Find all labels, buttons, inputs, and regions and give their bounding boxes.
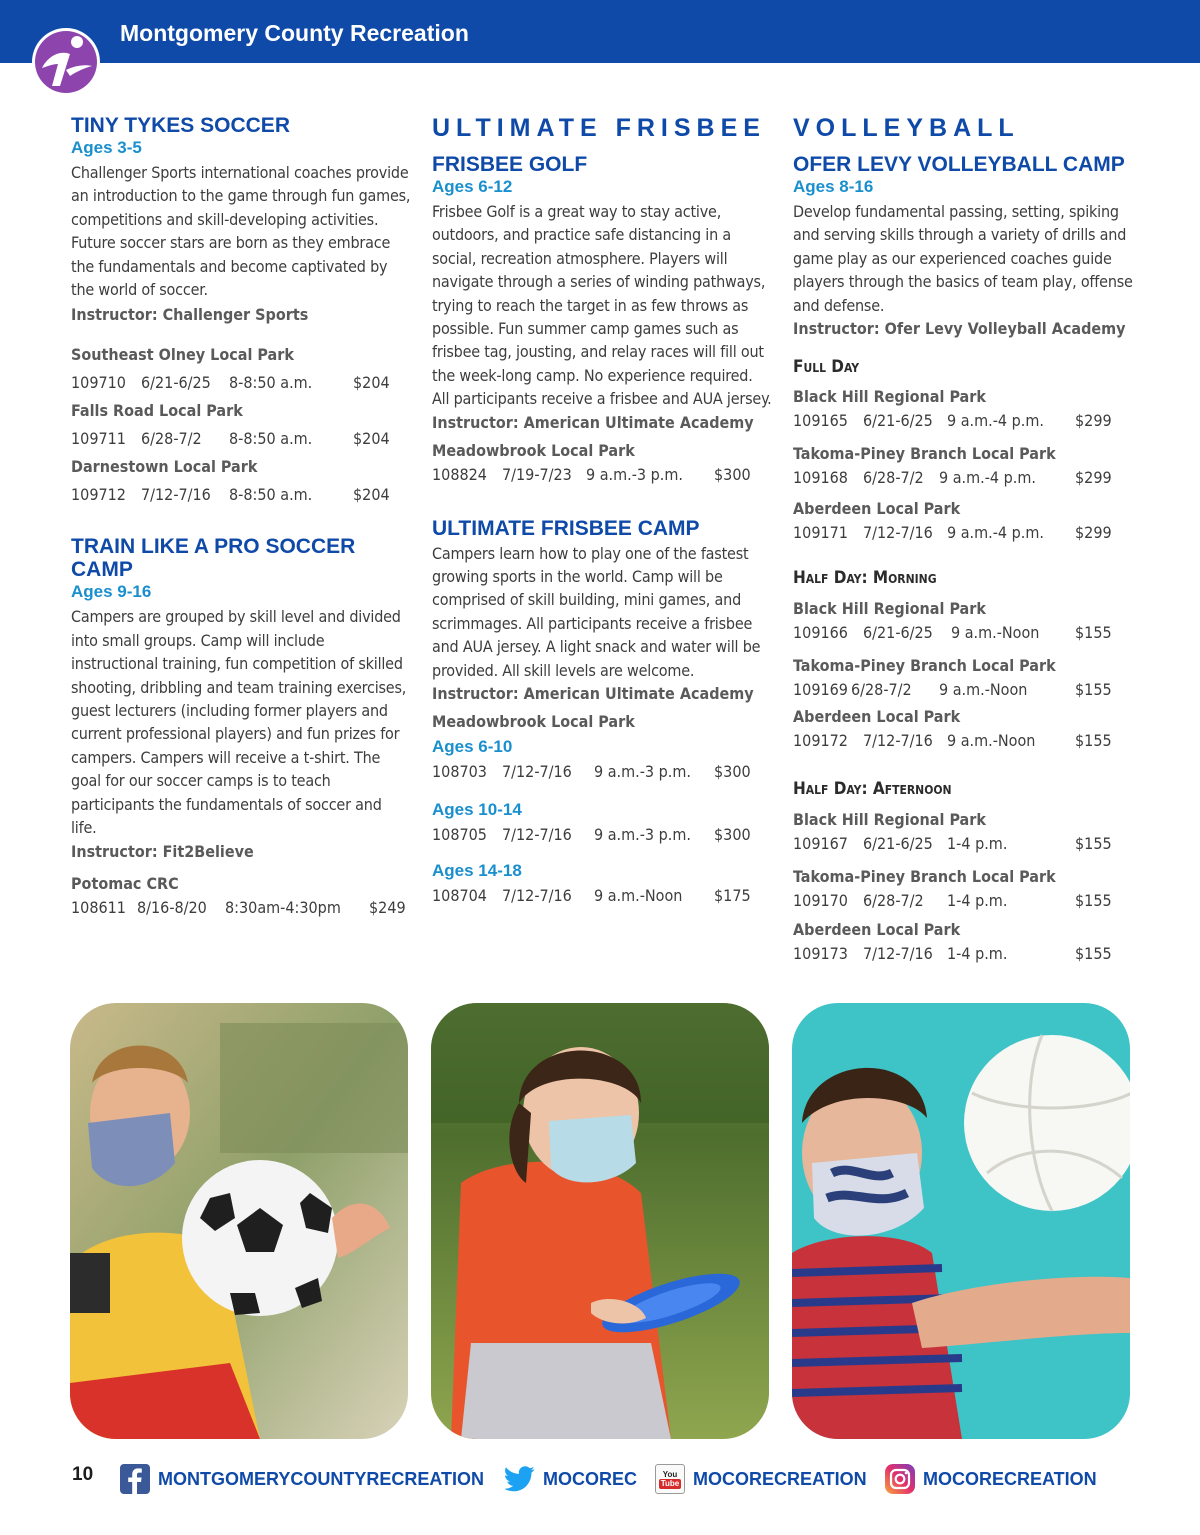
header-bar <box>0 0 1200 63</box>
program-description: Challenger Sports international coaches provide an introduction to the game through fun games, competitions and skill-developing activities. Future soccer stars are born as they embrace the fundamentals and become captivated by the world of soccer. <box>71 163 411 300</box>
session-dates: 6/21-6/25 <box>141 373 211 393</box>
program-instructor: Instructor: American Ultimate Academy <box>432 684 754 704</box>
session-dates: 7/12-7/16 <box>141 485 211 505</box>
age-group: Ages 6-10 <box>432 737 513 757</box>
session-dates: 6/28-7/2 <box>141 429 202 449</box>
location-name: Takoma-Piney Branch Local Park <box>793 656 1056 676</box>
program-ages: Ages 9-16 <box>71 582 152 602</box>
location-name: Potomac CRC <box>71 873 179 893</box>
program-description: Campers are grouped by skill level and divided into small groups. Camp will include instructional training, fun competition of skilled shooting, dribbling and team training exercises, guest lecturers (including former players and current professional players) and fun prizes for campers. Campers will receive a t-shirt. The goal for our soccer camps is to teach participants the fundamentals of soccer and life. <box>71 607 407 838</box>
location-name: Black Hill Regional Park <box>793 599 986 619</box>
activity-number: 109166 <box>793 623 848 643</box>
session-price: $175 <box>714 886 751 906</box>
session-row <box>793 889 1133 913</box>
session-time: 1-4 p.m. <box>947 834 1008 854</box>
program-instructor: Instructor: Ofer Levy Volleyball Academy <box>793 319 1126 339</box>
location-name: Takoma-Piney Branch Local Park <box>793 867 1056 887</box>
location-name: Falls Road Local Park <box>71 401 243 421</box>
session-time: 8-8:50 a.m. <box>229 373 313 393</box>
activity-number: 109170 <box>793 891 848 911</box>
instagram-handle: MOCORECREATION <box>923 1468 1097 1489</box>
program-title: ULTIMATE FRISBEE CAMP <box>432 516 700 540</box>
session-row <box>793 621 1133 645</box>
session-row <box>793 678 1133 702</box>
session-price: $155 <box>1075 834 1112 854</box>
session-row <box>432 884 772 908</box>
session-price: $155 <box>1075 623 1112 643</box>
location-name: Aberdeen Local Park <box>793 920 961 940</box>
youtube-icon <box>655 1464 685 1494</box>
program-ages: Ages 8-16 <box>793 177 874 196</box>
session-row <box>71 427 411 451</box>
program-ages: Ages 6-12 <box>432 177 513 196</box>
session-row <box>793 942 1133 966</box>
session-time: 9 a.m.-Noon <box>947 731 1036 751</box>
session-time: 8:30am-4:30pm <box>225 897 341 917</box>
session-row <box>432 823 772 847</box>
footer <box>0 1462 1200 1502</box>
session-time: 9 a.m.-3 p.m. <box>586 464 683 484</box>
activity-number: 109710 <box>71 373 126 393</box>
facebook-icon <box>120 1464 150 1494</box>
location-name: Takoma-Piney Branch Local Park <box>793 444 1056 464</box>
photo-boy-soccer-ball <box>70 1003 408 1439</box>
session-row <box>432 760 772 784</box>
session-row <box>71 896 411 920</box>
location-name: Black Hill Regional Park <box>793 810 986 830</box>
column-volleyball <box>793 112 1133 966</box>
column-soccer <box>71 112 411 920</box>
location-name: Meadowbrook Local Park <box>432 712 635 732</box>
session-dates: 6/28-7/2 <box>863 891 924 911</box>
age-group: Ages 10-14 <box>432 800 522 820</box>
column-ultimate-frisbee <box>432 112 772 908</box>
schedule-heading-half-day-morning: Half Day: Morning <box>793 568 937 589</box>
session-price: $204 <box>353 485 390 505</box>
session-dates: 6/28-7/2 <box>863 468 924 488</box>
session-row <box>432 463 772 487</box>
location-name: Aberdeen Local Park <box>793 499 961 519</box>
session-price: $155 <box>1075 944 1112 964</box>
session-time: 9 a.m.-4 p.m. <box>939 468 1036 488</box>
activity-number: 109171 <box>793 523 848 543</box>
session-price: $300 <box>714 825 751 845</box>
program-instructor: Instructor: Challenger Sports <box>71 305 309 325</box>
session-price: $204 <box>353 429 390 449</box>
header-title: Montgomery County Recreation <box>120 20 469 46</box>
session-dates: 6/21-6/25 <box>863 623 933 643</box>
session-row <box>793 409 1133 433</box>
activity-number: 109173 <box>793 944 848 964</box>
session-time: 9 a.m.-4 p.m. <box>947 523 1044 543</box>
session-row <box>71 371 411 395</box>
program-instructor: Instructor: American Ultimate Academy <box>432 412 754 432</box>
session-price: $155 <box>1075 731 1112 751</box>
youtube-icon-text-top: You <box>662 1469 678 1479</box>
session-price: $155 <box>1075 680 1112 700</box>
session-time: 1-4 p.m. <box>947 944 1008 964</box>
session-row <box>71 483 411 507</box>
session-time: 9 a.m.-Noon <box>939 680 1028 700</box>
location-name: Aberdeen Local Park <box>793 707 961 727</box>
session-dates: 7/12-7/16 <box>502 825 572 845</box>
section-heading: VOLLEYBALL <box>793 114 1020 142</box>
photo-boy-volleyball <box>792 1003 1130 1439</box>
session-price: $299 <box>1075 411 1112 431</box>
session-dates: 7/12-7/16 <box>502 886 572 906</box>
session-row <box>793 832 1133 856</box>
youtube-handle: MOCORECREATION <box>693 1468 867 1489</box>
session-time: 8-8:50 a.m. <box>229 429 313 449</box>
activity-number: 109168 <box>793 468 848 488</box>
session-time: 9 a.m.-3 p.m. <box>594 762 691 782</box>
activity-number: 108703 <box>432 762 487 782</box>
age-group: Ages 14-18 <box>432 861 522 881</box>
session-price: $249 <box>369 897 406 917</box>
program-title: TINY TYKES SOCCER <box>71 114 290 137</box>
activity-number: 108824 <box>432 464 487 484</box>
activity-number: 108611 <box>71 897 126 917</box>
session-dates: 7/19-7/23 <box>502 464 572 484</box>
session-price: $204 <box>353 373 390 393</box>
program-description: Campers learn how to play one of the fastest growing sports in the world. Camp will be comprised of skill building, mini games, and scrimmages. All participants receive a frisbee and AUA jersey. A light snack and water will be provided. All skill levels are welcome. <box>432 543 761 680</box>
program-title-continued: CAMP <box>71 558 133 582</box>
program-description: Frisbee Golf is a great way to stay active, outdoors, and practice safe distancing in a social, recreation atmosphere. Players will navigate through a series of winding pathways, trying to reach the target in as few throws as possible. Fun summer camp games such as frisbee tag, jousting, and relay races will fill out the week-long camp. No experience required. All participants receive a frisbee and AUA jersey. <box>432 202 772 409</box>
session-time: 1-4 p.m. <box>947 891 1008 911</box>
youtube-link[interactable] <box>655 1462 867 1496</box>
twitter-handle: MOCOREC <box>543 1468 637 1489</box>
instagram-link[interactable] <box>885 1462 1097 1496</box>
session-price: $300 <box>714 464 751 484</box>
location-name: Meadowbrook Local Park <box>432 440 635 460</box>
session-row <box>793 729 1133 753</box>
twitter-link[interactable] <box>505 1462 637 1496</box>
session-time: 9 a.m.-Noon <box>951 623 1040 643</box>
montgomery-recreation-logo <box>30 20 102 100</box>
instagram-icon <box>885 1464 915 1494</box>
session-dates: 6/21-6/25 <box>863 411 933 431</box>
facebook-link[interactable] <box>120 1462 484 1496</box>
session-time: 9 a.m.-4 p.m. <box>947 411 1044 431</box>
session-dates: 6/28-7/2 <box>851 680 912 700</box>
session-price: $300 <box>714 762 751 782</box>
program-title: TRAIN LIKE A PRO SOCCER <box>71 535 356 559</box>
activity-number: 109167 <box>793 834 848 854</box>
session-price: $155 <box>1075 891 1112 911</box>
photo-girl-frisbee <box>431 1003 769 1439</box>
session-dates: 7/12-7/16 <box>863 731 933 751</box>
schedule-heading-half-day-afternoon: Half Day: Afternoon <box>793 779 952 800</box>
session-row <box>793 466 1133 490</box>
program-title: OFER LEVY VOLLEYBALL CAMP <box>793 153 1125 176</box>
session-row <box>793 521 1133 545</box>
session-dates: 7/12-7/16 <box>502 762 572 782</box>
session-time: 9 a.m.-3 p.m. <box>594 825 691 845</box>
youtube-icon-text-bottom: Tube <box>660 1478 680 1488</box>
location-name: Darnestown Local Park <box>71 457 258 477</box>
location-name: Black Hill Regional Park <box>793 387 986 407</box>
session-dates: 6/21-6/25 <box>863 834 933 854</box>
activity-number: 109169 <box>793 680 848 700</box>
program-title: FRISBEE GOLF <box>432 153 588 176</box>
session-dates: 8/16-8/20 <box>137 897 207 917</box>
session-time: 8-8:50 a.m. <box>229 485 313 505</box>
schedule-heading-full-day: Full Day <box>793 357 860 378</box>
section-heading: ULTIMATE FRISBEE <box>432 114 766 142</box>
program-instructor: Instructor: Fit2Believe <box>71 841 254 861</box>
program-ages: Ages 3-5 <box>71 138 142 157</box>
location-name: Southeast Olney Local Park <box>71 345 294 365</box>
program-description: Develop fundamental passing, setting, spiking and serving skills through a variety of drills and game play as our experienced coaches guide players through the basics of team play, offense and defense. <box>793 202 1133 315</box>
facebook-handle: MONTGOMERYCOUNTYRECREATION <box>158 1468 484 1489</box>
page-number: 10 <box>72 1464 94 1485</box>
activity-number: 109711 <box>71 429 126 449</box>
session-price: $299 <box>1075 523 1112 543</box>
activity-number: 108704 <box>432 886 487 906</box>
activity-number: 109165 <box>793 411 848 431</box>
session-dates: 7/12-7/16 <box>863 944 933 964</box>
activity-number: 109712 <box>71 485 126 505</box>
session-price: $299 <box>1075 468 1112 488</box>
activity-number: 109172 <box>793 731 848 751</box>
session-time: 9 a.m.-Noon <box>594 886 683 906</box>
twitter-icon <box>505 1466 535 1492</box>
activity-number: 108705 <box>432 825 487 845</box>
session-dates: 7/12-7/16 <box>863 523 933 543</box>
